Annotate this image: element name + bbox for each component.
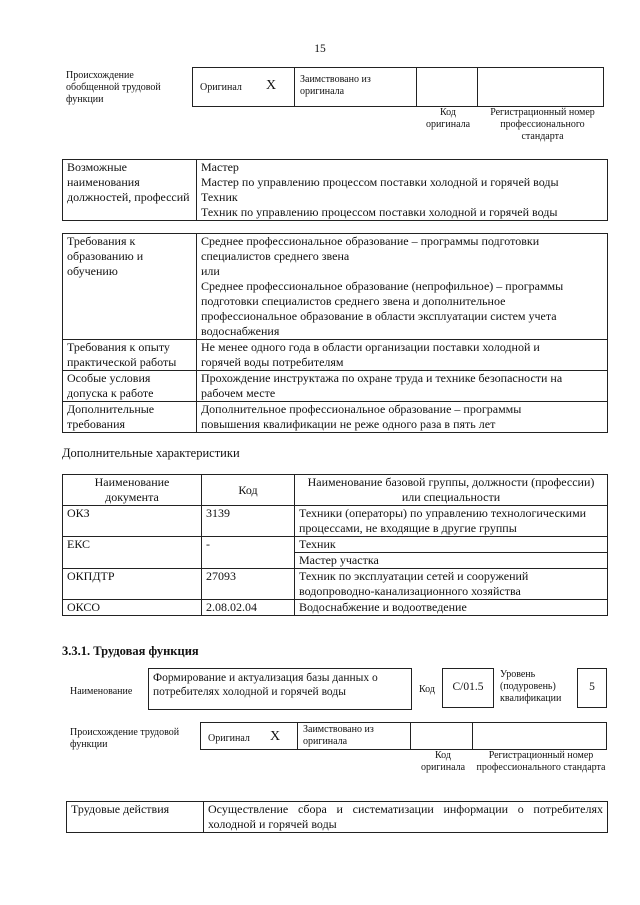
reg-caption-2: Регистрационный номер профессионального стандарта [476, 750, 606, 773]
col-header-names: Наименование базовой группы, должности (профессии) или специальности [295, 475, 608, 506]
actions-label: Трудовые действия [67, 802, 204, 833]
borrowed-label: Заимствовано из оригинала [300, 74, 371, 97]
positions-values [197, 160, 608, 221]
positions-label: Возможные наименования должностей, профессий [63, 160, 197, 221]
req-line: горячей воды потребителям [201, 355, 344, 369]
code-cell: 2.08.02.04 [202, 600, 295, 616]
req-label: Дополнительные требования [63, 402, 197, 433]
actions-table [66, 801, 608, 833]
req-line: Прохождение инструктажа по охране труда и технике безопасности на [201, 371, 563, 385]
original-label: Оригинал [200, 82, 242, 93]
name-cell: Техники (операторы) по управлению технологическими процессами, не входящие в другие группы [295, 506, 608, 537]
section-title: 3.3.1. Трудовая функция [62, 644, 199, 658]
origin-label-2: Происхождение трудовой функции [70, 727, 180, 750]
req-label: Требования к опыту практической работы [63, 340, 197, 371]
code-cell: 27093 [202, 569, 295, 600]
name-label: Наименование [70, 686, 133, 697]
col-header-doc: Наименование документа [63, 475, 202, 506]
name-cell: Техник по эксплуатации сетей и сооружений водопроводно-канализационного хозяйства [295, 569, 608, 600]
req-value [197, 371, 608, 402]
req-line: Не менее одного года в области организации поставки холодной и [201, 340, 540, 354]
doc-cell: ОКЗ [63, 506, 202, 537]
doc-cell: ОКСО [63, 600, 202, 616]
req-label: Требования к образованию и обучению [63, 234, 197, 340]
additional-title: Дополнительные характеристики [62, 446, 240, 460]
table-row [63, 506, 608, 537]
req-line: Среднее профессиональное образование – программы подготовки [201, 234, 540, 248]
original-mark: X [266, 78, 277, 93]
reg-caption: Регистрационный номер профессионального стандарта [490, 107, 595, 142]
req-value [197, 402, 608, 433]
borrowed-label-2: Заимствовано из оригинала [303, 724, 374, 747]
table-row [63, 569, 608, 600]
position-item: Техник [201, 190, 238, 204]
code-cell: - [202, 537, 295, 569]
position-item: Мастер [201, 160, 239, 174]
name-cell: Водоснабжение и водоотведение [295, 600, 608, 616]
page-number: 15 [314, 43, 326, 55]
position-item: Мастер по управлению процессом поставки холодной и горячей воды [201, 175, 559, 189]
table-row [63, 600, 608, 616]
req-label: Особые условия допуска к работе [63, 371, 197, 402]
col-header-code: Код [202, 475, 295, 506]
req-line: подготовки специалистов среднего звена и дополнительное [201, 294, 506, 308]
origin-label: Происхождение обобщенной трудовой функции [66, 70, 161, 105]
code-label: Код [419, 684, 435, 695]
level-value: 5 [589, 681, 595, 693]
name-cell: Техник [295, 537, 608, 553]
function-name-box: Формирование и актуализация базы данных о потребителях холодной и горячей воды [148, 668, 412, 710]
level-label: Уровень (подуровень) квалификации [500, 669, 562, 704]
doc-cell: ЕКС [63, 537, 202, 569]
req-line: Дополнительное профессиональное образование – программы [201, 402, 522, 416]
table-row [63, 537, 608, 553]
positions-table [62, 159, 608, 221]
additional-table [62, 474, 608, 616]
req-value [197, 340, 608, 371]
requirements-table [62, 233, 608, 433]
name-cell: Мастер участка [295, 553, 608, 569]
req-line: Среднее профессиональное образование (непрофильное) – программы [201, 279, 564, 293]
code-caption: Код оригинала [425, 107, 471, 130]
req-line: или [201, 264, 220, 278]
code-cell: 3139 [202, 506, 295, 537]
code-value: C/01.5 [452, 681, 484, 693]
code-caption-2: Код оригинала [420, 750, 466, 773]
req-value [197, 234, 608, 340]
original-label-2: Оригинал [208, 733, 250, 744]
req-line: профессиональное образование в области эксплуатации систем учета [201, 309, 557, 323]
actions-value: Осуществление сбора и систематизации информации о потребителях холодной и горячей воды [204, 802, 608, 833]
req-line: водоснабжения [201, 324, 280, 338]
req-line: повышения квалификации не реже одного раза в пять лет [201, 417, 496, 431]
original-mark-2: X [270, 729, 281, 744]
req-line: специалистов среднего звена [201, 249, 350, 263]
req-line: рабочем месте [201, 386, 276, 400]
position-item: Техник по управлению процессом поставки холодной и горячей воды [201, 205, 558, 219]
doc-cell: ОКПДТР [63, 569, 202, 600]
